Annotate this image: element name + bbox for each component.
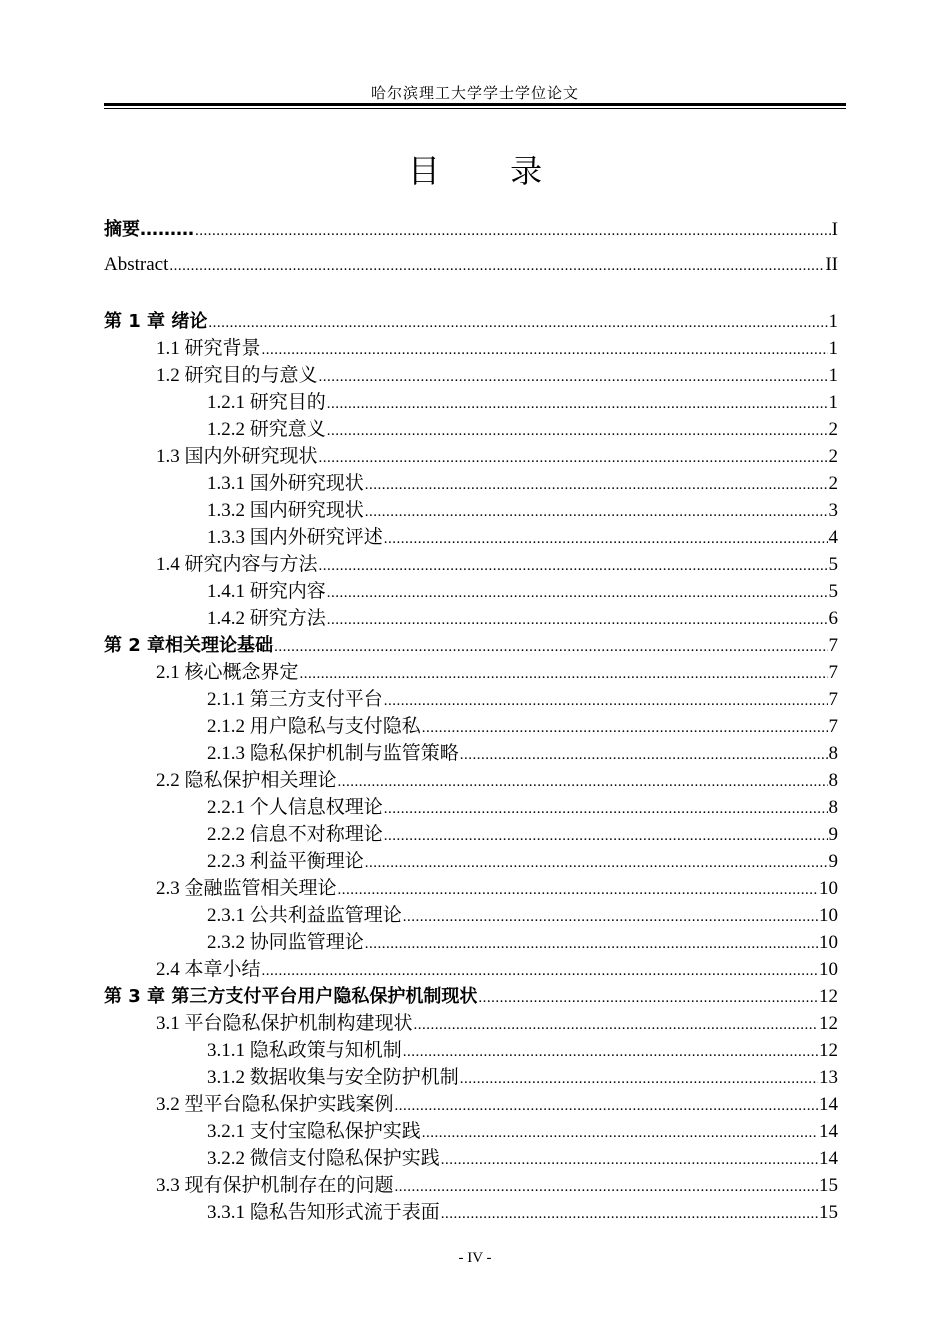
toc-entry-label: 3.1.1 隐私政策与知机制 bbox=[207, 1040, 402, 1061]
toc-entry[interactable] bbox=[207, 903, 838, 929]
toc-entry-label: 2.1.2 用户隐私与支付隐私 bbox=[207, 716, 421, 737]
header-rule-thin bbox=[104, 108, 846, 109]
toc-entry[interactable] bbox=[156, 444, 838, 470]
toc-entry-label: 3.1.2 数据收集与安全防护机制 bbox=[207, 1067, 459, 1088]
toc-entry-label: 2.2 隐私保护相关理论 bbox=[156, 770, 337, 791]
toc-leader-dots bbox=[208, 310, 827, 336]
toc-entry-page: 4 bbox=[828, 527, 838, 548]
toc-entry[interactable] bbox=[207, 849, 838, 875]
toc-entry-page: 15 bbox=[819, 1202, 838, 1223]
toc-entry[interactable] bbox=[156, 336, 838, 362]
toc-entry[interactable] bbox=[207, 579, 838, 605]
toc-entry-label: 第 2 章相关理论基础 bbox=[104, 635, 274, 656]
toc-leader-dots bbox=[384, 823, 828, 849]
toc-entry[interactable] bbox=[156, 768, 838, 794]
toc-entry[interactable] bbox=[156, 1011, 838, 1037]
toc-entry-page: 1 bbox=[828, 338, 838, 359]
toc-title: 目 录 bbox=[407, 152, 573, 190]
toc-leader-dots bbox=[478, 985, 818, 1011]
toc-entry-page: 14 bbox=[819, 1121, 838, 1142]
toc-entry-label: 3.2.1 支付宝隐私保护实践 bbox=[207, 1121, 421, 1142]
toc-entry-page: 15 bbox=[819, 1175, 838, 1196]
toc-leader-dots bbox=[441, 1201, 818, 1227]
toc-leader-dots bbox=[422, 715, 828, 741]
toc-entry[interactable] bbox=[207, 525, 838, 551]
toc-leader-dots bbox=[414, 1012, 818, 1038]
toc-entry-page: 9 bbox=[828, 824, 838, 845]
toc-entry[interactable] bbox=[156, 552, 838, 578]
toc-entry-label: 1.4 研究内容与方法 bbox=[156, 554, 318, 575]
toc-entry-page: II bbox=[825, 254, 838, 275]
toc-entry-label: 摘要……… bbox=[104, 219, 194, 240]
toc-entry-page: 8 bbox=[828, 743, 838, 764]
toc-entry[interactable] bbox=[207, 1065, 838, 1091]
toc-entry[interactable] bbox=[207, 606, 838, 632]
toc-leader-dots bbox=[403, 1039, 818, 1065]
toc-entry[interactable] bbox=[207, 498, 838, 524]
toc-entry[interactable] bbox=[156, 957, 838, 983]
toc-entry[interactable] bbox=[207, 930, 838, 956]
toc-entry-label: 2.4 本章小结 bbox=[156, 959, 261, 980]
toc-entry-page: 9 bbox=[828, 851, 838, 872]
toc-entry[interactable] bbox=[156, 363, 838, 389]
header-rule-thick bbox=[104, 103, 846, 106]
running-header: 哈尔滨理工大学学士学位论文 bbox=[370, 86, 579, 102]
toc-entry-label: 第 1 章 绪论 bbox=[104, 311, 208, 332]
toc-entry-page: 7 bbox=[828, 689, 838, 710]
toc-entry[interactable] bbox=[156, 1173, 838, 1199]
toc-leader-dots bbox=[395, 1174, 818, 1200]
toc-entry-label: 2.3.2 协同监管理论 bbox=[207, 932, 364, 953]
toc-entry-label: 1.2.1 研究目的 bbox=[207, 392, 326, 413]
toc-leader-dots bbox=[319, 364, 828, 390]
toc-leader-dots bbox=[327, 580, 828, 606]
toc-entry-page: 10 bbox=[819, 905, 838, 926]
toc-entry[interactable] bbox=[207, 741, 838, 767]
toc-entry-page: 10 bbox=[819, 959, 838, 980]
toc-entry-label: Abstract bbox=[104, 254, 169, 275]
toc-entry[interactable] bbox=[104, 252, 838, 278]
toc-entry-label: 1.4.2 研究方法 bbox=[207, 608, 326, 629]
toc-entry[interactable] bbox=[207, 687, 838, 713]
toc-entry-label: 3.3 现有保护机制存在的问题 bbox=[156, 1175, 394, 1196]
toc-entry-label: 2.2.2 信息不对称理论 bbox=[207, 824, 383, 845]
toc-leader-dots bbox=[300, 661, 828, 687]
toc-entry-label: 3.3.1 隐私告知形式流于表面 bbox=[207, 1202, 440, 1223]
toc-entry-page: 1 bbox=[828, 365, 838, 386]
toc-entry[interactable] bbox=[207, 714, 838, 740]
toc-entry[interactable] bbox=[207, 822, 838, 848]
toc-entry-label: 2.2.3 利益平衡理论 bbox=[207, 851, 364, 872]
toc-entry-label: 3.2 型平台隐私保护实践案例 bbox=[156, 1094, 394, 1115]
toc-entry[interactable] bbox=[156, 876, 838, 902]
toc-entry[interactable] bbox=[104, 984, 838, 1010]
toc-entry[interactable] bbox=[207, 471, 838, 497]
toc-entry[interactable] bbox=[207, 390, 838, 416]
toc-leader-dots bbox=[169, 253, 824, 279]
toc-entry-page: I bbox=[831, 219, 838, 240]
toc-entry-page: 2 bbox=[828, 446, 838, 467]
toc-entry-page: 12 bbox=[819, 1013, 838, 1034]
toc-leader-dots bbox=[327, 418, 828, 444]
toc-leader-dots bbox=[262, 958, 818, 984]
toc-leader-dots bbox=[384, 688, 828, 714]
toc-leader-dots bbox=[262, 337, 828, 363]
toc-leader-dots bbox=[274, 634, 827, 660]
toc-leader-dots bbox=[384, 796, 828, 822]
toc-entry[interactable] bbox=[104, 633, 838, 659]
toc-entry-label: 1.2 研究目的与意义 bbox=[156, 365, 318, 386]
toc-leader-dots bbox=[319, 553, 828, 579]
toc-leader-dots bbox=[460, 1066, 818, 1092]
toc-leader-dots bbox=[422, 1120, 818, 1146]
toc-entry-page: 12 bbox=[819, 986, 838, 1007]
toc-leader-dots bbox=[365, 931, 818, 957]
toc-entry-page: 10 bbox=[819, 932, 838, 953]
toc-leader-dots bbox=[403, 904, 818, 930]
toc-entry[interactable] bbox=[104, 309, 838, 335]
toc-entry-page: 1 bbox=[828, 311, 838, 332]
toc-entry-page: 1 bbox=[828, 392, 838, 413]
toc-leader-dots bbox=[460, 742, 828, 768]
toc-entry[interactable] bbox=[207, 1038, 838, 1064]
toc-entry-label: 2.1.3 隐私保护机制与监管策略 bbox=[207, 743, 459, 764]
toc-entry-label: 2.2.1 个人信息权理论 bbox=[207, 797, 383, 818]
toc-entry-label: 3.2.2 微信支付隐私保护实践 bbox=[207, 1148, 440, 1169]
toc-leader-dots bbox=[395, 1093, 818, 1119]
toc-entry-page: 2 bbox=[828, 473, 838, 494]
page-number: - IV - bbox=[458, 1250, 492, 1266]
toc-leader-dots bbox=[365, 472, 828, 498]
toc-leader-dots bbox=[195, 218, 831, 244]
toc-entry-page: 14 bbox=[819, 1094, 838, 1115]
toc-entry-label: 1.3.2 国内研究现状 bbox=[207, 500, 364, 521]
toc-leader-dots bbox=[384, 526, 828, 552]
toc-entry-page: 3 bbox=[828, 500, 838, 521]
toc-entry[interactable] bbox=[207, 795, 838, 821]
toc-entry-label: 第 3 章 第三方支付平台用户隐私保护机制现状 bbox=[104, 986, 478, 1007]
toc-entry-page: 12 bbox=[819, 1040, 838, 1061]
toc-entry[interactable] bbox=[207, 1200, 838, 1226]
toc-entry-label: 1.1 研究背景 bbox=[156, 338, 261, 359]
toc-entry-page: 10 bbox=[819, 878, 838, 899]
toc-entry[interactable] bbox=[207, 1119, 838, 1145]
toc-leader-dots bbox=[327, 391, 828, 417]
toc-entry-label: 2.1.1 第三方支付平台 bbox=[207, 689, 383, 710]
toc-leader-dots bbox=[365, 850, 828, 876]
toc-entry-page: 13 bbox=[819, 1067, 838, 1088]
toc-entry-page: 5 bbox=[828, 554, 838, 575]
toc-leader-dots bbox=[338, 769, 828, 795]
toc-leader-dots bbox=[319, 445, 828, 471]
toc-entry-page: 7 bbox=[828, 662, 838, 683]
toc-entry[interactable] bbox=[207, 417, 838, 443]
toc-entry-label: 1.2.2 研究意义 bbox=[207, 419, 326, 440]
toc-entry-page: 8 bbox=[828, 770, 838, 791]
toc-entry-label: 2.3 金融监管相关理论 bbox=[156, 878, 337, 899]
toc-entry-page: 6 bbox=[828, 608, 838, 629]
toc-leader-dots bbox=[441, 1147, 818, 1173]
toc-entry-label: 1.4.1 研究内容 bbox=[207, 581, 326, 602]
toc-entry[interactable] bbox=[156, 660, 838, 686]
toc-leader-dots bbox=[338, 877, 818, 903]
toc-leader-dots bbox=[365, 499, 828, 525]
toc-entry-label: 3.1 平台隐私保护机制构建现状 bbox=[156, 1013, 413, 1034]
toc-leader-dots bbox=[327, 607, 828, 633]
toc-entry-page: 7 bbox=[828, 716, 838, 737]
toc-entry[interactable] bbox=[207, 1146, 838, 1172]
toc-entry-page: 8 bbox=[828, 797, 838, 818]
toc-entry-label: 2.1 核心概念界定 bbox=[156, 662, 299, 683]
toc-entry-label: 2.3.1 公共利益监管理论 bbox=[207, 905, 402, 926]
toc-entry-label: 1.3.1 国外研究现状 bbox=[207, 473, 364, 494]
toc-entry-page: 5 bbox=[828, 581, 838, 602]
toc-entry-page: 7 bbox=[828, 635, 838, 656]
toc-entry-page: 2 bbox=[828, 419, 838, 440]
toc-entry-page: 14 bbox=[819, 1148, 838, 1169]
toc-entry[interactable] bbox=[104, 217, 838, 243]
toc-entry-label: 1.3.3 国内外研究评述 bbox=[207, 527, 383, 548]
toc-entry[interactable] bbox=[156, 1092, 838, 1118]
toc-entry-label: 1.3 国内外研究现状 bbox=[156, 446, 318, 467]
